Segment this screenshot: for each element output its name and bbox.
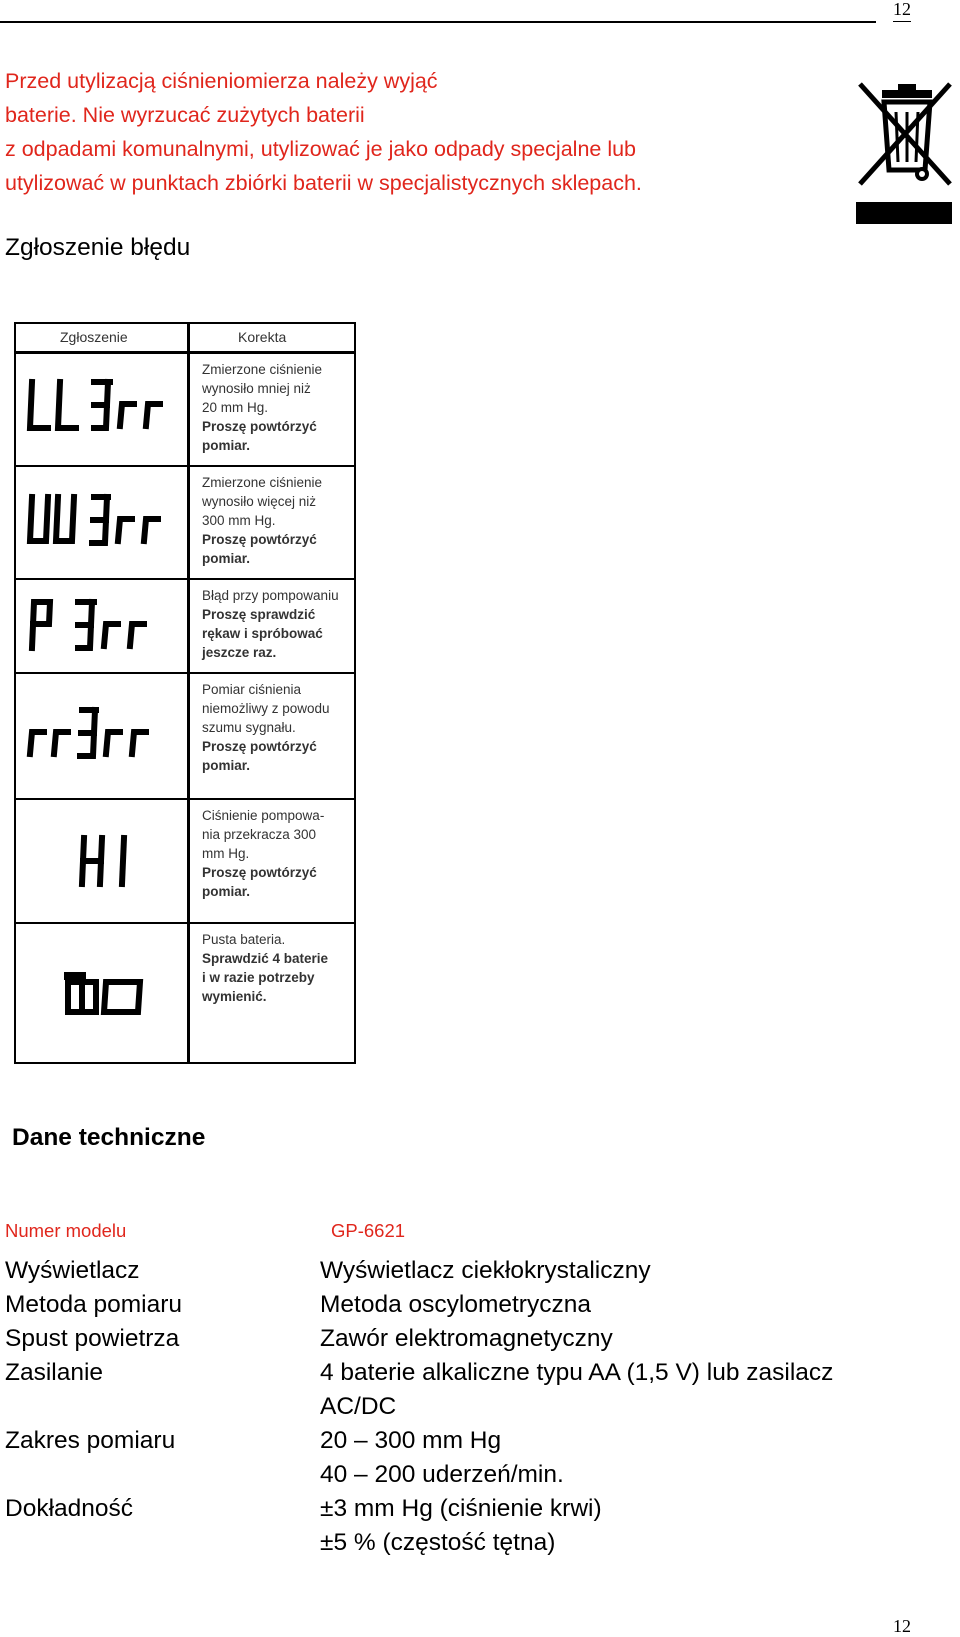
action-line: Proszę powtórzyć bbox=[202, 739, 317, 754]
spec-value: 4 baterie alkaliczne typu AA (1,5 V) lub zasilacz bbox=[320, 1359, 834, 1386]
table-row bbox=[16, 800, 354, 924]
spec-value: Wyświetlacz ciekłokrystaliczny bbox=[320, 1257, 651, 1284]
desc-line: szumu sygnału. bbox=[202, 720, 296, 735]
action-line: Proszę powtórzyć bbox=[202, 419, 317, 434]
spec-value: Metoda oscylometryczna bbox=[320, 1291, 591, 1318]
lcd-display bbox=[22, 832, 182, 892]
error-correction bbox=[202, 360, 352, 455]
spec-value: 20 – 300 mm Hg bbox=[320, 1427, 502, 1454]
page-number-top: 12 bbox=[893, 0, 911, 22]
desc-line: Zmierzone ciśnienie bbox=[202, 362, 323, 377]
action-line: pomiar. bbox=[202, 758, 251, 773]
header-cell: Korekta bbox=[238, 329, 287, 345]
model-label: Numer modelu bbox=[5, 1220, 127, 1241]
spec-label: Metoda pomiaru bbox=[5, 1291, 183, 1318]
spec-label: Spust powietrza bbox=[5, 1325, 180, 1352]
action-line: jeszcze raz. bbox=[202, 645, 277, 660]
table-row bbox=[16, 580, 354, 674]
action-line: Proszę powtórzyć bbox=[202, 865, 317, 880]
error-correction bbox=[202, 680, 352, 775]
spec-label: Dokładność bbox=[5, 1495, 134, 1522]
desc-line: nia przekracza 300 bbox=[202, 827, 317, 842]
action-line: pomiar. bbox=[202, 884, 251, 899]
spec-value: Zawór elektromagnetyczny bbox=[320, 1325, 613, 1352]
desc-line: wynosiło więcej niż bbox=[202, 494, 317, 509]
disposal-notice bbox=[5, 64, 825, 200]
action-line: Sprawdzić 4 baterie bbox=[202, 951, 329, 966]
header-rule bbox=[0, 21, 876, 23]
error-correction bbox=[202, 473, 352, 568]
table-row bbox=[16, 354, 354, 467]
table-header bbox=[16, 324, 354, 354]
desc-line: 300 mm Hg. bbox=[202, 513, 276, 528]
action-line: pomiar. bbox=[202, 438, 251, 453]
action-line: Proszę powtórzyć bbox=[202, 532, 317, 547]
spec-label: Wyświetlacz bbox=[5, 1257, 140, 1284]
desc-line: 20 mm Hg. bbox=[202, 400, 269, 415]
desc-line: wynosiło mniej niż bbox=[202, 381, 311, 396]
desc-line: Zmierzone ciśnienie bbox=[202, 475, 323, 490]
header-cell: Zgłoszenie bbox=[60, 329, 128, 345]
notice-line: Przed utylizacją ciśnieniomierza należy wyjąć bbox=[5, 69, 438, 93]
spec-value: ±5 % (częstość tętna) bbox=[320, 1529, 556, 1556]
table-row bbox=[16, 924, 354, 1062]
error-correction bbox=[202, 806, 352, 901]
error-correction bbox=[202, 930, 352, 1006]
page-number-bottom: 12 bbox=[893, 1616, 911, 1636]
spec-value: 40 – 200 uderzeń/min. bbox=[320, 1461, 564, 1488]
lcd-display bbox=[22, 376, 182, 436]
lcd-display bbox=[22, 596, 182, 656]
spec-label: Zasilanie bbox=[5, 1359, 104, 1386]
spec-label: Zakres pomiaru bbox=[5, 1427, 176, 1454]
model-value: GP-6621 bbox=[331, 1220, 406, 1241]
lcd-display bbox=[22, 491, 182, 551]
error-correction bbox=[202, 586, 352, 662]
tech-section-title: Dane techniczne bbox=[12, 1124, 206, 1151]
error-section-title: Zgłoszenie błędu bbox=[5, 234, 191, 261]
crossed-out-wheelie-bin-icon bbox=[856, 80, 954, 235]
desc-line: Ciśnienie pompowa- bbox=[202, 808, 325, 823]
desc-line: Pomiar ciśnienia bbox=[202, 682, 302, 697]
action-line: i w razie potrzeby bbox=[202, 970, 315, 985]
table-row bbox=[16, 674, 354, 800]
action-line: Proszę sprawdzić bbox=[202, 607, 316, 622]
spec-value: AC/DC bbox=[320, 1393, 397, 1420]
lcd-display bbox=[22, 704, 182, 764]
notice-line: baterie. Nie wyrzucać zużytych baterii bbox=[5, 103, 365, 127]
notice-line: z odpadami komunalnymi, utylizować je jako odpady specjalne lub bbox=[5, 137, 637, 161]
action-line: pomiar. bbox=[202, 551, 251, 566]
desc-line: Błąd przy pompowaniu bbox=[202, 588, 339, 603]
desc-line: niemożliwy z powodu bbox=[202, 701, 330, 716]
notice-line: utylizować w punktach zbiórki baterii w specjalistycznych sklepach. bbox=[5, 171, 642, 195]
table-row bbox=[16, 467, 354, 580]
action-line: wymienić. bbox=[202, 989, 267, 1004]
desc-line: Pusta bateria. bbox=[202, 932, 286, 947]
action-line: rękaw i spróbować bbox=[202, 626, 323, 641]
error-table bbox=[14, 322, 356, 1064]
spec-value: ±3 mm Hg (ciśnienie krwi) bbox=[320, 1495, 602, 1522]
desc-line: mm Hg. bbox=[202, 846, 250, 861]
battery-empty-icon bbox=[22, 964, 182, 1024]
